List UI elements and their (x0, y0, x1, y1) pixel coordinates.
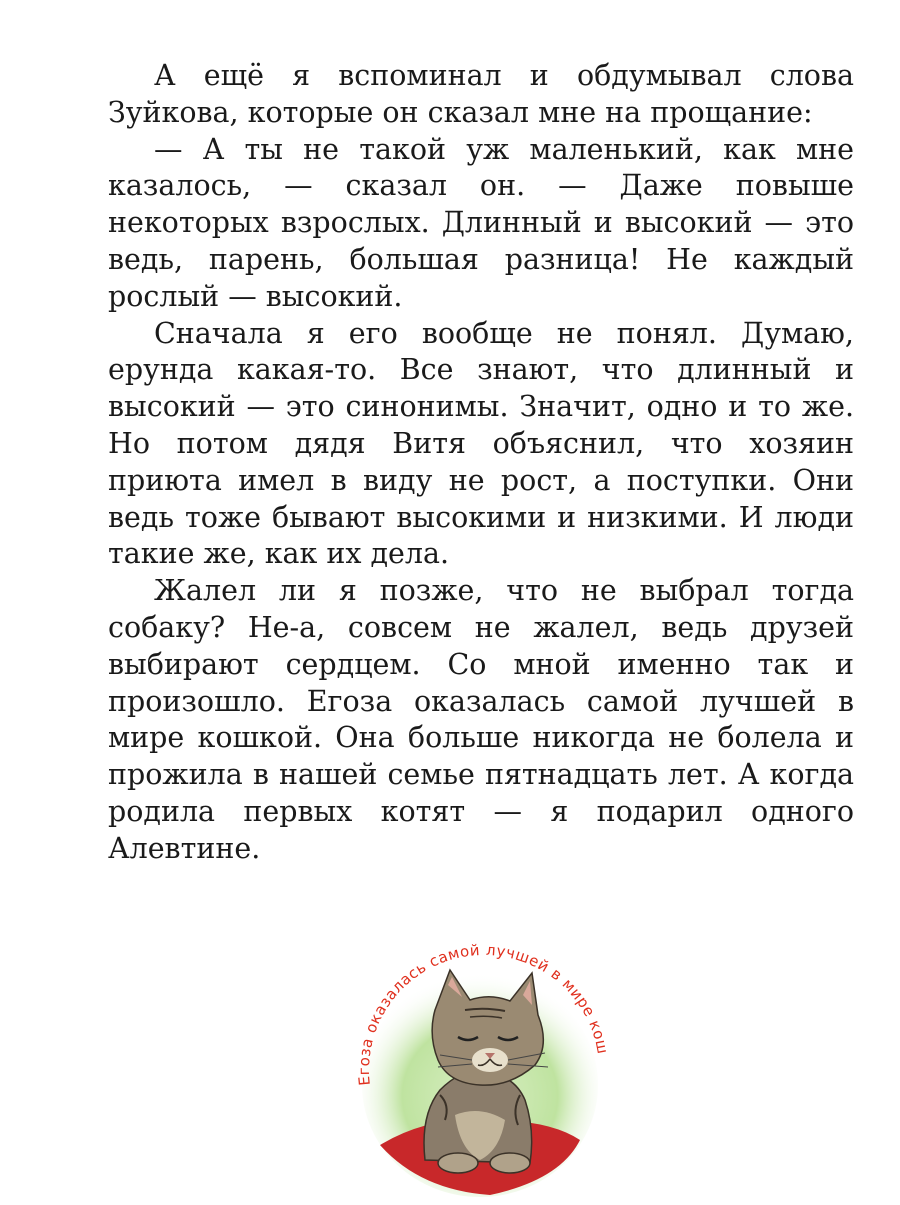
story-text (108, 58, 854, 868)
cat-vignette (340, 915, 620, 1200)
paragraph: Жалел ли я позже, что не выбрал тогда собаку? Не-а, совсем не жалел, ведь друзей выбирают сердцем. Со мной именно так и произошло. Егоза оказалась самой лучшей в мире кошкой. Она больше никогда не болела и прожила в нашей семье пятнадцать лет. А когда родила первых котят — я подарил одного Алевтине. (108, 574, 854, 865)
cat-illustration (340, 915, 620, 1200)
paragraph: Сначала я его вообще не понял. Думаю, ерунда какая-то. Все знают, что длинный и высокий — это синонимы. Значит, одно и то же. Но потом дядя Витя объяснил, что хозяин приюта имел в виду не рост, а поступки. Они ведь тоже бывают высокими и низкими. И люди такие же, как их дела. (108, 316, 854, 571)
paragraph: А ещё я вспоминал и обдумывал слова Зуйкова, которые он сказал мне на прощание: (108, 59, 854, 129)
caption-path: Егоза оказалась самой лучшей в мире кош (354, 940, 612, 1087)
paragraph: — А ты не такой уж маленький, как мне казалось, — сказал он. — Даже повыше некоторых взрослых. Длинный и высокий — это ведь, парень, большая разница! Не каждый рослый — высокий. (108, 132, 854, 313)
